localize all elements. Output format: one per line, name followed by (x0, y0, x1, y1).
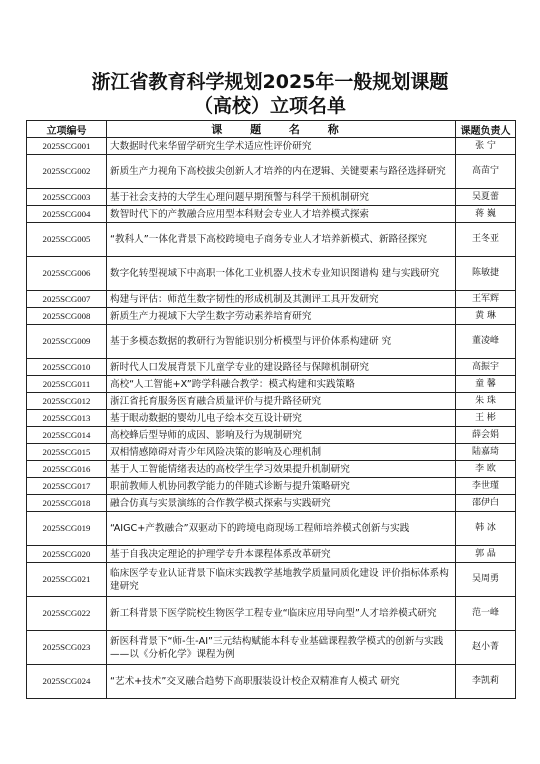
project-leader: 邵伊白 (456, 495, 516, 512)
project-leader: 朱 珠 (456, 393, 516, 410)
project-code: 2025SCG010 (27, 359, 107, 376)
project-leader: 童 馨 (456, 376, 516, 393)
project-topic: “艺术+技术”交叉融合趋势下高职服装设计校企双精准育人模式 研究 (107, 665, 456, 699)
project-topic: 融合仿真与实景演练的合作教学模式探索与实践研究 (107, 495, 456, 512)
project-leader: 韩 冰 (456, 512, 516, 546)
table-row (27, 631, 516, 665)
project-leader: 吴夏蕾 (456, 189, 516, 206)
project-code: 2025SCG016 (27, 461, 107, 478)
project-code: 2025SCG007 (27, 291, 107, 308)
project-code: 2025SCG001 (27, 138, 107, 155)
project-topic: 高校“人工智能+X”跨学科融合教学：模式构建和实践策略 (107, 376, 456, 393)
project-code: 2025SCG024 (27, 665, 107, 699)
table-row (27, 444, 516, 461)
header-code: 立项编号 (27, 121, 107, 138)
project-leader: 蒋 巍 (456, 206, 516, 223)
project-table (26, 120, 516, 699)
project-leader: 李 欧 (456, 461, 516, 478)
project-leader: 薛会娟 (456, 427, 516, 444)
project-leader: 张 宁 (456, 138, 516, 155)
project-code: 2025SCG017 (27, 478, 107, 495)
project-code: 2025SCG009 (27, 325, 107, 359)
project-topic: 新时代人口发展背景下儿童学专业的建设路径与保障机制研究 (107, 359, 456, 376)
table-row (27, 546, 516, 563)
table-row (27, 461, 516, 478)
table-row (27, 376, 516, 393)
table-row (27, 478, 516, 495)
project-leader: 陆嘉琦 (456, 444, 516, 461)
project-topic: 基于自我决定理论的护理学专升本课程体系改革研究 (107, 546, 456, 563)
header-topic: 课 题 名 称 (107, 121, 456, 138)
project-topic: “教科人”一体化背景下高校跨境电子商务专业人才培养新模式、新路径探究 (107, 223, 456, 257)
project-leader: 李世瑾 (456, 478, 516, 495)
project-topic: 数字化转型视域下中高职一体化工业机器人技术专业知识图谱构 建与实践研究 (107, 257, 456, 291)
project-topic: 数智时代下的产教融合应用型本科财会专业人才培养模式探索 (107, 206, 456, 223)
project-code: 2025SCG005 (27, 223, 107, 257)
project-code: 2025SCG021 (27, 563, 107, 597)
project-topic: 浙江省托育服务医育融合质量评价与提升路径研究 (107, 393, 456, 410)
project-code: 2025SCG014 (27, 427, 107, 444)
project-topic: 双相情感障碍对青少年风险决策的影响及心理机制 (107, 444, 456, 461)
project-leader: 李凯莉 (456, 665, 516, 699)
project-code: 2025SCG004 (27, 206, 107, 223)
project-code: 2025SCG006 (27, 257, 107, 291)
project-topic: 新工科背景下医学院校生物医学工程专业“临床应用导向型”人才培养模式研究 (107, 597, 456, 631)
project-topic: “AIGC+产教融合”双驱动下的跨境电商现场工程师培养模式创新与实践 (107, 512, 456, 546)
project-topic: 临床医学专业认证背景下临床实践教学基地教学质量同质化建设 评价指标体系构建研究 (107, 563, 456, 597)
project-code: 2025SCG015 (27, 444, 107, 461)
project-leader: 陈敏捷 (456, 257, 516, 291)
project-topic: 基于眼动数据的婴幼儿电子绘本交互设计研究 (107, 410, 456, 427)
project-code: 2025SCG018 (27, 495, 107, 512)
project-code: 2025SCG022 (27, 597, 107, 631)
project-topic: 新质生产力视角下高校拔尖创新人才培养的内在逻辑、关键要素与路径选择研究 (107, 155, 456, 189)
table-row (27, 325, 516, 359)
project-topic: 新医科背景下“师-生-AI”三元结构赋能本科专业基础课程教学模式的创新与实践——以《分析化学》课程为例 (107, 631, 456, 665)
project-code: 2025SCG020 (27, 546, 107, 563)
project-code: 2025SCG003 (27, 189, 107, 206)
project-code: 2025SCG019 (27, 512, 107, 546)
project-leader: 黄 琳 (456, 308, 516, 325)
project-code: 2025SCG011 (27, 376, 107, 393)
project-topic: 新质生产力视域下大学生数字劳动素养培育研究 (107, 308, 456, 325)
project-leader: 董凌峰 (456, 325, 516, 359)
table-row (27, 495, 516, 512)
table-row (27, 427, 516, 444)
project-topic: 基于社会支持的大学生心理问题早期预警与科学干预机制研究 (107, 189, 456, 206)
project-topic: 基于多模态数据的教研行为智能识别分析模型与评价体系构建研 究 (107, 325, 456, 359)
project-leader: 王军辉 (456, 291, 516, 308)
table-row (27, 206, 516, 223)
project-leader: 吴周勇 (456, 563, 516, 597)
project-topic: 职前教师人机协同教学能力的伴随式诊断与提升策略研究 (107, 478, 456, 495)
document-title-line1: 浙江省教育科学规划2025年一般规划课题 (91, 71, 449, 93)
table-row (27, 512, 516, 546)
project-topic: 基于人工智能情绪表达的高校学生学习效果提升机制研究 (107, 461, 456, 478)
project-leader: 范一峰 (456, 597, 516, 631)
project-code: 2025SCG013 (27, 410, 107, 427)
project-leader: 郭 晶 (456, 546, 516, 563)
project-leader: 高振宇 (456, 359, 516, 376)
table-row (27, 665, 516, 699)
table-row (27, 291, 516, 308)
table-row (27, 563, 516, 597)
project-leader: 高苗宁 (456, 155, 516, 189)
table-body (27, 138, 516, 699)
project-topic: 高校蜂后型导师的成因、影响及行为规制研究 (107, 427, 456, 444)
project-code: 2025SCG023 (27, 631, 107, 665)
project-topic: 大数据时代来华留学研究生学术适应性评价研究 (107, 138, 456, 155)
project-leader: 赵小菁 (456, 631, 516, 665)
header-leader: 课题负责人 (456, 121, 516, 138)
table-row (27, 257, 516, 291)
table-row (27, 597, 516, 631)
project-code: 2025SCG002 (27, 155, 107, 189)
table-row (27, 393, 516, 410)
project-leader: 王冬亚 (456, 223, 516, 257)
project-topic: 构建与评估：师范生数字韧性的形成机制及其测评工具开发研究 (107, 291, 456, 308)
table-row (27, 359, 516, 376)
project-code: 2025SCG012 (27, 393, 107, 410)
table-row (27, 138, 516, 155)
table-row (27, 308, 516, 325)
table-row (27, 189, 516, 206)
project-leader: 王 彬 (456, 410, 516, 427)
project-code: 2025SCG008 (27, 308, 107, 325)
table-header-row (27, 121, 516, 138)
table-row (27, 155, 516, 189)
document-title-line2: （高校）立项名单 (193, 95, 346, 117)
table-row (27, 410, 516, 427)
table-row (27, 223, 516, 257)
